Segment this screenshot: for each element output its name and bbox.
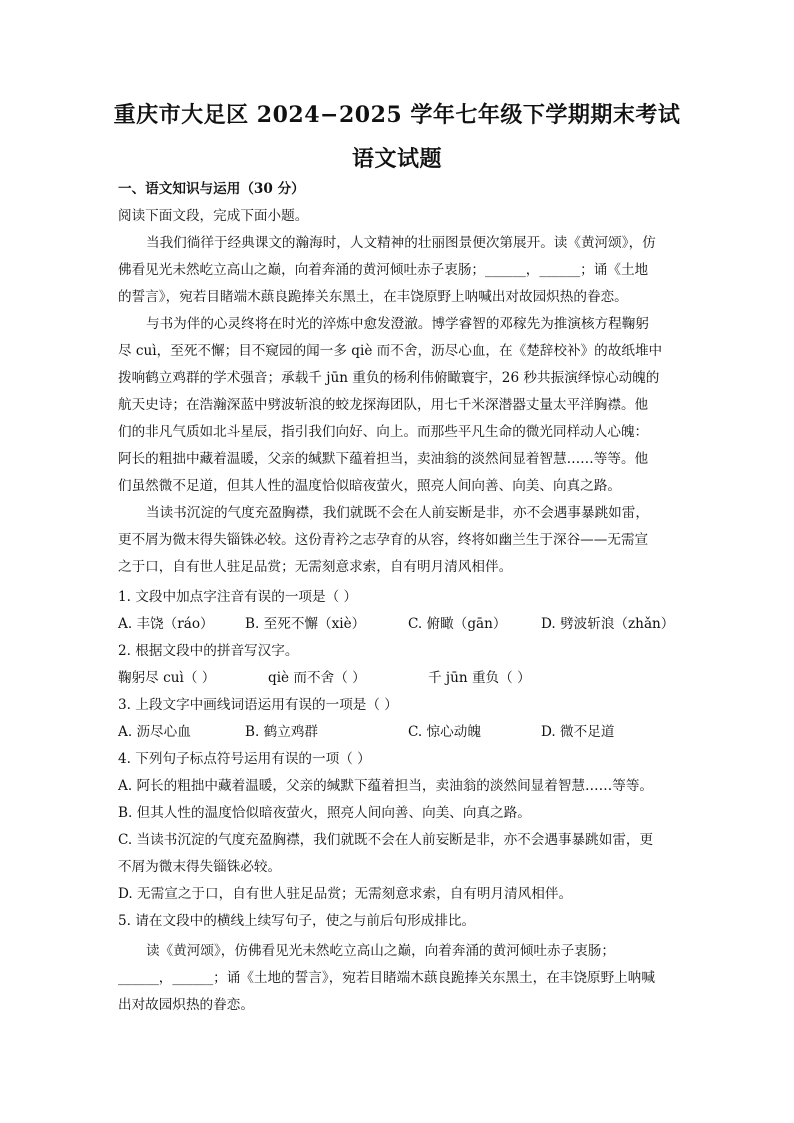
passage-line: 当我们徜徉于经典课文的瀚海时，人文精神的壮丽图景便次第展开。读《黄河颂》，仿 bbox=[146, 235, 656, 251]
passage-line: 当读书沉淀的气度充盈胸襟，我们就既不会在人前妄断是非，亦不会遇事暴跳如雷， bbox=[146, 505, 649, 521]
option-d: D. 劈波斩浪（zhǎn） bbox=[541, 616, 675, 632]
passage-line: 的誓言》，宛若目睹端木蕻良跪捧关东黑土，在丰饶原野上呐喊出对故园炽热的眷恋。 bbox=[118, 289, 628, 305]
question-5-stem: 5. 请在文段中的横线上续写句子，使之与前后句形成排比。 bbox=[118, 913, 476, 929]
option-d: D. 无需宣之于口，自有世人驻足品赏；无需刻意求索，自有明月清风相伴。 bbox=[118, 886, 573, 902]
passage-line: 航天史诗；在浩瀚深蓝中劈波斩浪的蛟龙探海团队，用七千米深潜器丈量太平洋胸襟。他 bbox=[118, 397, 649, 413]
option-b: B. 至死不懈（xiè） bbox=[245, 616, 366, 632]
question-5-line: 出对故园炽热的眷恋。 bbox=[118, 997, 254, 1013]
exam-subtitle: 语文试题 bbox=[351, 146, 442, 172]
question-5-line: ______，______；诵《土地的誓言》，宛若目睹端木蕻良跪捧关东黑土，在丰饶原野上呐喊 bbox=[118, 970, 655, 986]
option-a: A. 丰饶（ráo） bbox=[118, 616, 214, 632]
option-c: C. 俯瞰（gān） bbox=[408, 616, 507, 632]
question-1-options bbox=[118, 614, 683, 634]
option-d: D. 微不足道 bbox=[541, 724, 615, 740]
section-heading: 一、语文知识与运用（30 分） bbox=[118, 181, 305, 197]
option-c-continued: 不屑为微末得失锱铢必较。 bbox=[118, 859, 282, 875]
question-3-options bbox=[118, 722, 683, 742]
passage-line: 之于口，自有世人驻足品赏；无需刻意求索，自有明月清风相伴。 bbox=[118, 559, 513, 575]
passage-line: 尽 cuì，至死不懈；目不窥园的闻一多 qiè 而不舍，沥尽心血，在《楚辞校补》的故纸堆中 bbox=[118, 343, 663, 359]
passage-line: 更不屑为微末得失锱铢必较。这份青衿之志孕育的从容，终将如幽兰生于深谷——无需宣 bbox=[118, 532, 649, 548]
pinyin-item: 千 jūn 重负（ ） bbox=[428, 670, 531, 686]
option-b: B. 鹤立鸡群 bbox=[245, 724, 319, 740]
pinyin-item: qiè 而不舍（ ） bbox=[268, 670, 366, 686]
section-instruction: 阅读下面文段，完成下面小题。 bbox=[118, 208, 309, 224]
question-2-items bbox=[118, 668, 683, 688]
option-c: C. 当读书沉淀的气度充盈胸襟，我们就既不会在人前妄断是非，亦不会遇事暴跳如雷，更 bbox=[118, 832, 654, 848]
passage-line: 阿长的粗拙中藏着温暖，父亲的缄默下蕴着担当，卖油翁的淡然间显着智慧……等等。他 bbox=[118, 451, 649, 467]
question-3-stem: 3. 上段文字中画线词语运用有误的一项是（ ） bbox=[118, 697, 398, 713]
question-5-line: 读《黄河颂》，仿佛看见光未然屹立高山之巅，向着奔涌的黄河倾吐赤子衷肠； bbox=[146, 943, 615, 959]
pinyin-item: 鞠躬尽 cuì（ ） bbox=[118, 670, 216, 686]
option-b: B. 但其人性的温度恰似暗夜萤火，照亮人间向善、向美、向真之路。 bbox=[118, 805, 531, 821]
passage-line: 们虽然微不足道，但其人性的温度恰似暗夜萤火，照亮人间向善、向美、向真之路。 bbox=[118, 478, 621, 494]
option-c: C. 惊心动魄 bbox=[408, 724, 481, 740]
question-1-stem: 1. 文段中加点字注音有误的一项是（ ） bbox=[118, 589, 358, 605]
passage-line: 与书为伴的心灵终将在时光的淬炼中愈发澄澈。博学睿智的邓稼先为推演核方程鞠躬 bbox=[146, 316, 649, 332]
option-a: A. 阿长的粗拙中藏着温暖，父亲的缄默下蕴着担当，卖油翁的淡然间显着智慧……等等。 bbox=[118, 778, 654, 794]
option-a: A. 沥尽心血 bbox=[118, 724, 191, 740]
question-2-stem: 2. 根据文段中的拼音写汉字。 bbox=[118, 643, 299, 659]
exam-title: 重庆市大足区 2024−2025 学年七年级下学期期末考试 bbox=[113, 102, 681, 128]
question-4-stem: 4. 下列句子标点符号运用有误的一项（ ） bbox=[118, 751, 371, 767]
passage-line: 佛看见光未然屹立高山之巅，向着奔涌的黄河倾吐赤子衷肠；______，______；诵《土地 bbox=[118, 262, 649, 278]
passage-line: 们的非凡气质如北斗星辰，指引我们向好、向上。而那些平凡生命的微光同样动人心魄： bbox=[118, 424, 649, 440]
passage-line: 拨响鹤立鸡群的学术强音；承载千 jūn 重负的杨利伟俯瞰寰宇，26 秒共振演绎惊心动魄的 bbox=[118, 370, 660, 386]
